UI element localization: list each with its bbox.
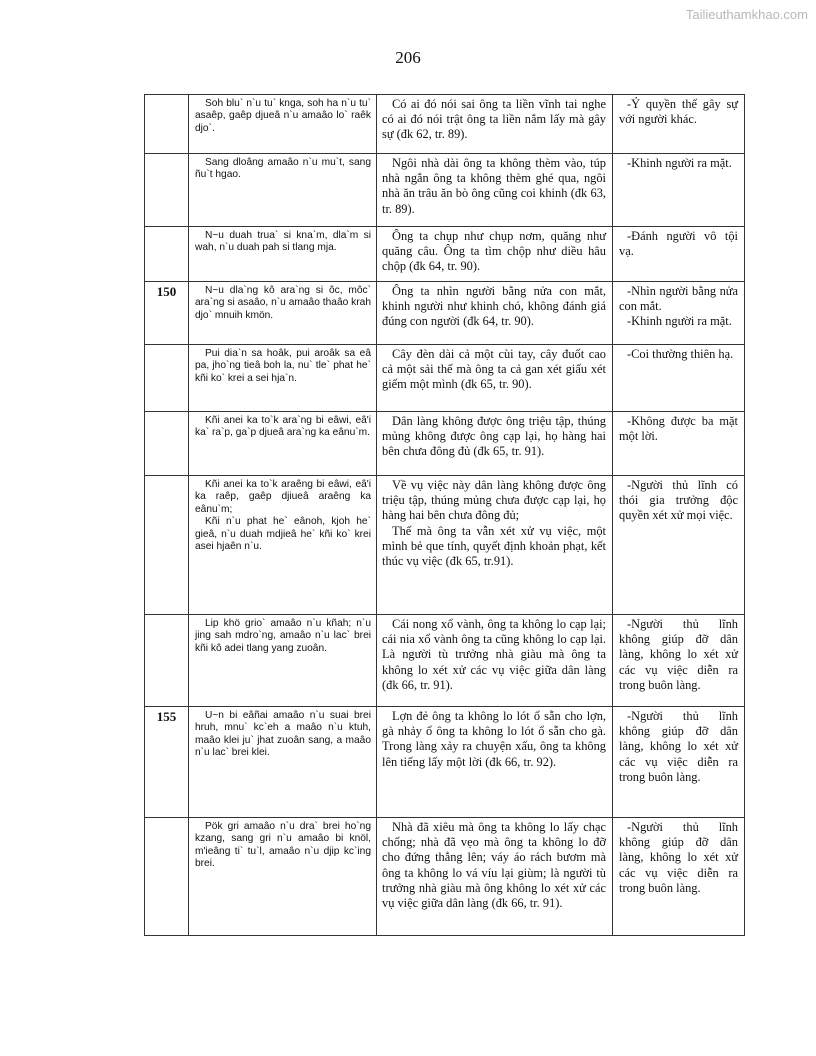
meaning-text: -Ỷ quyền thế gây sự với người khác. [619, 97, 738, 127]
vietnamese-translation-text: Cái nong xổ vành, ông ta không lo cạp lại; cái nia xổ vành ông ta cũng không lo cạp lại. Là người tù trưởng nhà giàu mà ông ta không lo xét xử các vụ việc giữa dân làng (đk 66, tr. 91). [382, 617, 606, 692]
table-row [145, 615, 745, 707]
table-row [145, 282, 745, 345]
vietnamese-translation-text: Dân làng không được ông triệu tập, thúng mủng không được ông cạp lại, họ hàng hai bên chưa đông đủ (đk 65, tr. 91). [382, 414, 606, 459]
meaning-cell [613, 345, 745, 412]
table-row [145, 818, 745, 936]
meaning-text: -Người thủ lĩnh không giúp đỡ dân làng, không lo xét xử các vụ việc diễn ra trong buôn làng. [619, 617, 738, 692]
ede-proverb-cell [189, 615, 377, 707]
table-row [145, 227, 745, 282]
ede-proverb-cell [189, 818, 377, 936]
ede-proverb-text: N~u duah trua` si kna`m, dla`m si wah, n`u duah pah si tlang mja. [195, 230, 371, 254]
meaning-cell [613, 615, 745, 707]
ede-proverb-text: Sang dloâng amaâo n`u mu`t, sang ñu`t hgao. [195, 157, 371, 181]
ede-proverb-text: Kñi anei ka to`k ara`ng bi eâwi, eâ'i ka` ra`p, ga`p djueâ ara`ng ka eânu`m. [195, 415, 371, 439]
vietnamese-translation-text: Ngôi nhà dài ông ta không thèm vào, túp nhà ngắn ông ta không thèm ghé qua, ngôi nhà ăn trâu ăn bò ông cũng coi khinh (đk 63, tr. 89). [382, 156, 606, 216]
meaning-cell [613, 227, 745, 282]
row-number: 150 [145, 282, 189, 345]
vietnamese-translation-text: Về vụ việc này dân làng không được ông triệu tập, thúng mủng chưa được cạp lại, họ hàng hai bên chưa đông đủ; [382, 478, 606, 523]
vietnamese-translation-text: Lợn đẻ ông ta không lo lót ổ sẵn cho lợn, gà nhảy ổ ông ta không lo lót ổ sẵn cho gà. Trong làng xảy ra chuyện xấu, ông ta không lên tiếng lấy một lời (đk 66, tr. 92). [382, 709, 606, 769]
vietnamese-translation-cell [377, 282, 613, 345]
vietnamese-translation-cell [377, 227, 613, 282]
meaning-text: -Coi thường thiên hạ. [627, 347, 734, 361]
ede-proverb-text: Kñi anei ka to`k araêng bi eâwi, eâ'i ka raêp, gaêp djiueâ araêng ka eânu`m; [195, 479, 371, 515]
table-row [145, 95, 745, 154]
vietnamese-translation-cell [377, 412, 613, 476]
meaning-text: -Nhìn người bằng nửa con mắt. [619, 284, 738, 314]
meaning-text: -Khinh người ra mặt. [627, 156, 732, 170]
row-number [145, 615, 189, 707]
vietnamese-translation-text: Có ai đó nói sai ông ta liền vĩnh tai nghe có ai đó nói trật ông ta liền nắm lấy mà gây sự (đk 62, tr. 89). [382, 97, 606, 142]
ede-proverb-cell [189, 227, 377, 282]
vietnamese-translation-cell [377, 345, 613, 412]
meaning-text: -Không được ba mặt một lời. [619, 414, 738, 444]
proverbs-table [144, 94, 745, 936]
vietnamese-translation-cell [377, 476, 613, 615]
ede-proverb-cell [189, 412, 377, 476]
vietnamese-translation-text: Nhà đã xiêu mà ông ta không lo lấy chạc chống; nhà đã vẹo mà ông ta không lo đỡ cho đứng thẳng lên; váy áo rách bươm mà ông ta không lo vá víu lại giùm; là người tù trưởng nhà giàu mà ông không lo xét xử các vụ việc giữa dân làng (đk 66, tr. 91). [382, 820, 606, 911]
ede-proverb-text: Pök gri amaâo n`u dra` brei ho`ng kzang, sang gri n`u amaâo bi knöl, m'ieâng ti` tu`l, amaâo n`u djip kc`ing brei. [195, 821, 371, 870]
ede-proverb-cell [189, 282, 377, 345]
vietnamese-translation-cell [377, 615, 613, 707]
vietnamese-translation-text: Cây đèn dài cả một cùi tay, cây đuốt cao cả một sải thế mà ông ta cả gan xét giấu xét giếm một mình (đk 65, tr. 90). [382, 347, 606, 392]
vietnamese-translation-cell [377, 95, 613, 154]
table-row [145, 412, 745, 476]
ede-proverb-text: Pui dia`n sa hoâk, pui aroâk sa eâ pa, jho`ng tieâ boh la, nu` tle` phat he` kñi ko` krei a sei hja`n. [195, 348, 371, 384]
ede-proverb-cell [189, 95, 377, 154]
vietnamese-translation-text: Ông ta nhìn người bằng nửa con mắt, khinh người như khinh chó, không đánh giá đúng con người (đk 64, tr. 90). [382, 284, 606, 329]
row-number [145, 95, 189, 154]
meaning-cell [613, 707, 745, 818]
meaning-cell [613, 412, 745, 476]
meaning-cell [613, 95, 745, 154]
row-number [145, 154, 189, 227]
ede-proverb-text: Soh blu` n`u tu` knga, soh ha n`u tu` asaêp, gaêp djueâ n`u amaâo lo` raêk djo`. [195, 98, 371, 134]
row-number [145, 412, 189, 476]
meaning-text: -Đánh người vô tội vạ. [619, 229, 738, 259]
watermark-text: Tailieuthamkhao.com [685, 7, 808, 22]
meaning-cell [613, 476, 745, 615]
page-number: 206 [395, 48, 421, 67]
ede-proverb-text: Kñi n`u phat he` eânoh, kjoh he` gieâ, n`u duah mdjieâ he` kñi ko` krei asei hjaên n`u. [195, 516, 371, 553]
row-number [145, 476, 189, 615]
vietnamese-translation-cell [377, 707, 613, 818]
ede-proverb-cell [189, 154, 377, 227]
meaning-cell [613, 154, 745, 227]
row-number [145, 818, 189, 936]
vietnamese-translation-cell [377, 154, 613, 227]
meaning-text: -Người thủ lĩnh không giúp đỡ dân làng, không lo xét xử các vụ việc diễn ra trong buôn làng. [619, 820, 738, 895]
table-row [145, 476, 745, 615]
ede-proverb-text: U~n bi eâñai amaâo n`u suai brei hruh, mnu` kc`eh a maâo n`u ktuh, maâo klei ju` jhat zuoân sang, a maâo n`u lac` brei klei. [195, 710, 371, 759]
ede-proverb-cell [189, 345, 377, 412]
row-number: 155 [145, 707, 189, 818]
ede-proverb-text: N~u dla`ng kô ara`ng si ôc, môc` ara`ng si asaâo, n`u amaâo thaâo krah djo` mnuih kmön. [195, 285, 371, 321]
table-row [145, 707, 745, 818]
row-number [145, 227, 189, 282]
meaning-text: -Người thủ lĩnh có thói gia trưởng độc quyền xét xử mọi việc. [619, 478, 738, 523]
meaning-text: -Khinh người ra mặt. [627, 314, 732, 329]
vietnamese-translation-text: Ông ta chụp như chụp nơm, quăng như quăng câu. Ông ta tìm chộp như diều hâu chộp (đk 64, tr. 90). [382, 229, 606, 274]
table-row [145, 154, 745, 227]
vietnamese-translation-cell [377, 818, 613, 936]
meaning-text: -Người thủ lĩnh không giúp đỡ dân làng, không lo xét xử các vụ việc diễn ra trong buôn làng. [619, 709, 738, 784]
table-row [145, 345, 745, 412]
meaning-cell [613, 282, 745, 345]
row-number [145, 345, 189, 412]
meaning-cell [613, 818, 745, 936]
ede-proverb-cell [189, 476, 377, 615]
ede-proverb-cell [189, 707, 377, 818]
ede-proverb-text: Lip khö grio` amaâo n`u kñah; n`u jing sah mdro`ng, amaâo n`u lac` brei kñi kô adei tlang yang zuoân. [195, 618, 371, 654]
vietnamese-translation-text: Thế mà ông ta vẫn xét xử vụ việc, một mình bẻ que tính, quyết định khoản phạt, kết thúc vụ việc (đk 65, tr.91). [382, 523, 606, 569]
